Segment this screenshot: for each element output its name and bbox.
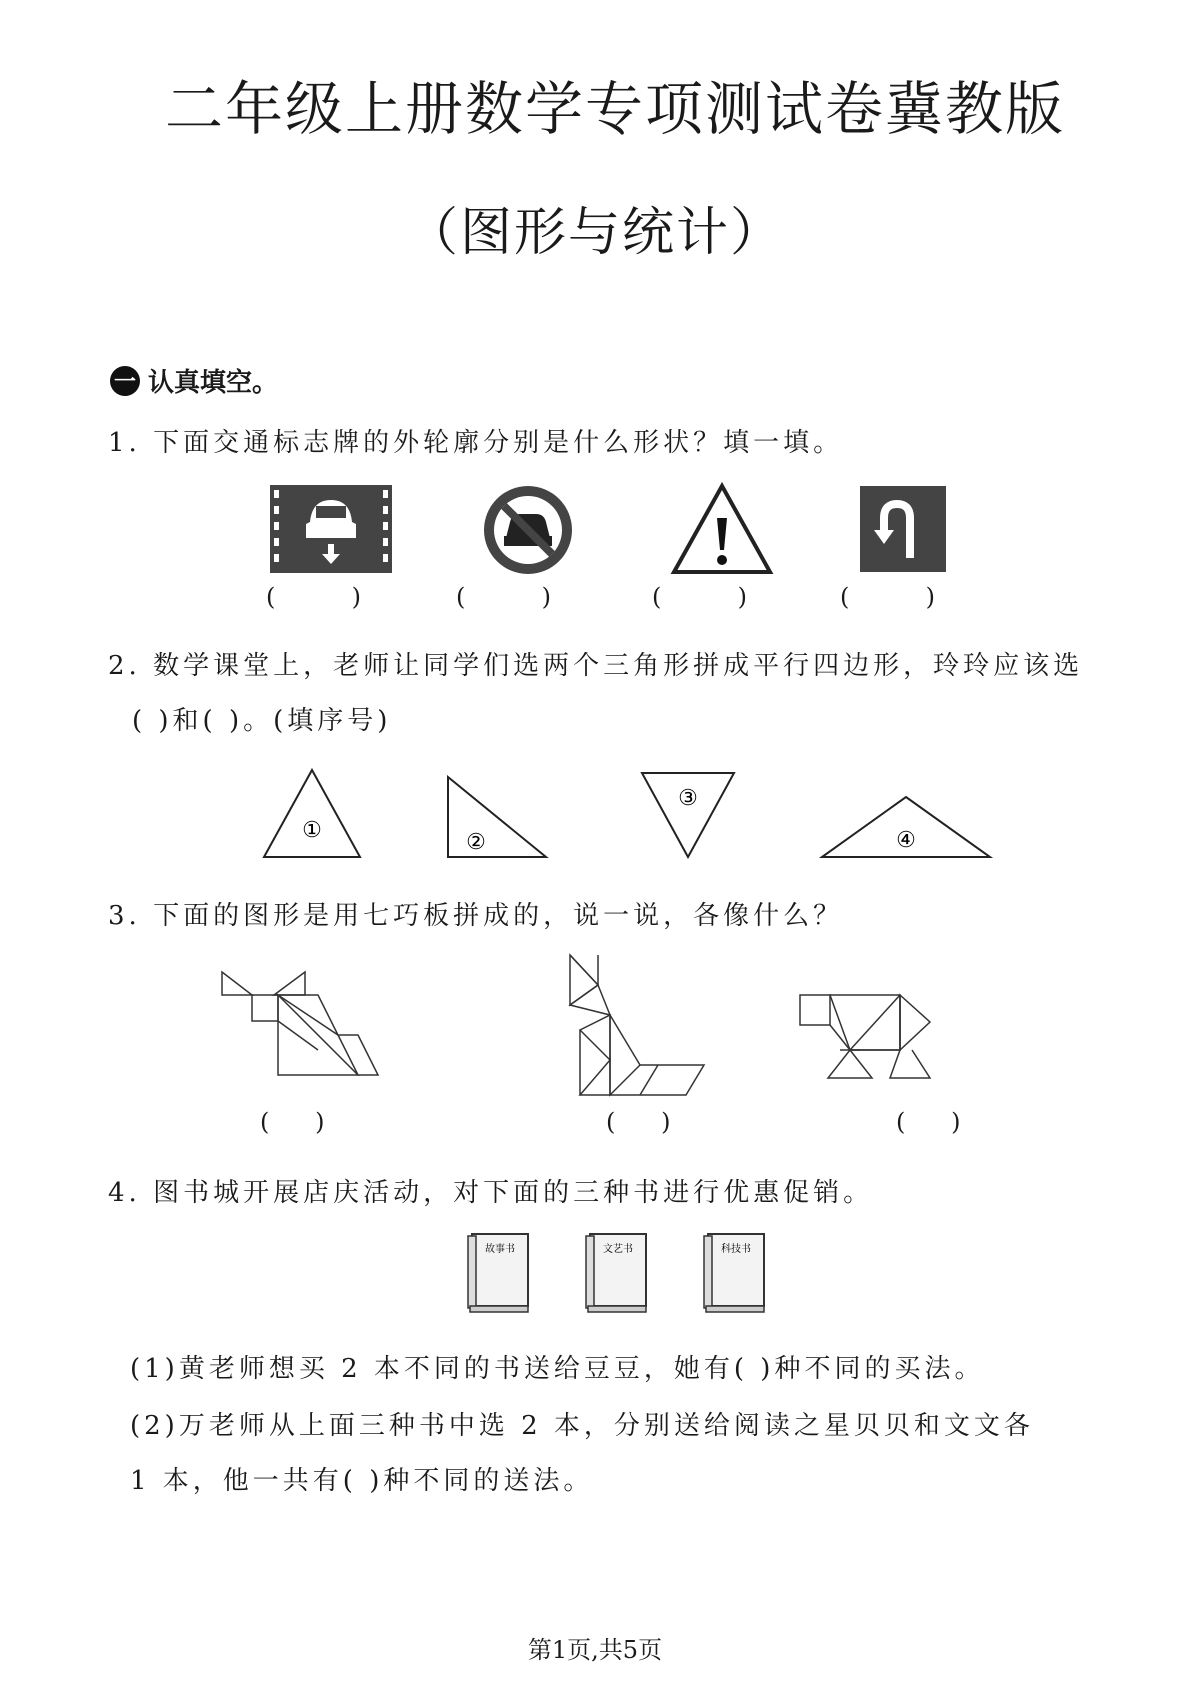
triangle-4[interactable] xyxy=(822,797,990,857)
q1-blank-4[interactable]: ( ) xyxy=(840,583,936,611)
triangle-4-label: ④ xyxy=(896,828,916,853)
book-story-label: 故事书 xyxy=(485,1244,515,1255)
question-4-part-1[interactable]: (1)黄老师想买 2 本不同的书送给豆豆，她有( )种不同的买法。 xyxy=(130,1354,985,1384)
page-subtitle: （图形与统计） xyxy=(405,203,784,263)
sign-rectangle-icon xyxy=(270,485,392,573)
page-title: 二年级上册数学专项测试卷冀教版 xyxy=(164,75,1065,143)
triangle-2[interactable] xyxy=(448,777,546,857)
triangle-3[interactable] xyxy=(642,773,734,857)
q3-blank-1[interactable]: ( ) xyxy=(260,1108,325,1136)
traffic-signs xyxy=(240,480,1000,580)
sign-circle-icon xyxy=(484,486,572,574)
section-heading xyxy=(110,362,278,399)
sign-triangle-icon xyxy=(674,486,770,572)
triangle-1-label: ① xyxy=(302,818,322,843)
triangle-2-label: ② xyxy=(466,830,486,855)
question-2-answer-line[interactable]: ( )和( )。(填序号) xyxy=(132,706,392,736)
triangle-1[interactable] xyxy=(264,770,360,857)
tangram-figures xyxy=(200,950,1020,1100)
book-science-label: 科技书 xyxy=(721,1244,751,1255)
question-2-text: 2. 数学课堂上，老师让同学们选两个三角形拼成平行四边形，玲玲应该选 xyxy=(108,651,1084,681)
tangram-fox-icon xyxy=(570,955,704,1095)
q1-blank-3[interactable]: ( ) xyxy=(652,583,748,611)
book-literature-icon xyxy=(586,1234,646,1312)
question-3-text: 3. 下面的图形是用七巧板拼成的，说一说，各像什么？ xyxy=(108,901,844,931)
q1-blank-1[interactable]: ( ) xyxy=(266,583,362,611)
book-story-icon xyxy=(468,1234,528,1312)
q1-blank-2[interactable]: ( ) xyxy=(456,583,552,611)
book-row xyxy=(462,1228,782,1318)
question-4-part-2: (2)万老师从上面三种书中选 2 本，分别送给阅读之星贝贝和文文各 xyxy=(130,1411,1034,1441)
q3-blank-3[interactable]: ( ) xyxy=(896,1108,961,1136)
book-literature-label: 文艺书 xyxy=(603,1244,633,1255)
tangram-turtle-icon xyxy=(800,995,930,1078)
triangle-3-label: ③ xyxy=(678,786,698,811)
section-label: 认真填空。 xyxy=(148,368,279,398)
page-footer: 第1页,共5页 xyxy=(527,1636,663,1664)
question-4-part-2-cont[interactable]: 1 本，他一共有( )种不同的送法。 xyxy=(130,1466,594,1496)
q3-blank-2[interactable]: ( ) xyxy=(606,1108,671,1136)
tangram-deer-icon xyxy=(222,972,378,1075)
section-number: 一 xyxy=(110,366,140,396)
book-science-icon xyxy=(704,1234,764,1312)
triangle-choices xyxy=(250,765,1010,870)
question-1-text: 1. 下面交通标志牌的外轮廓分别是什么形状？填一填。 xyxy=(108,428,844,458)
sign-square-icon xyxy=(860,486,946,572)
question-4-text: 4. 图书城开展店庆活动，对下面的三种书进行优惠促销。 xyxy=(108,1178,874,1208)
